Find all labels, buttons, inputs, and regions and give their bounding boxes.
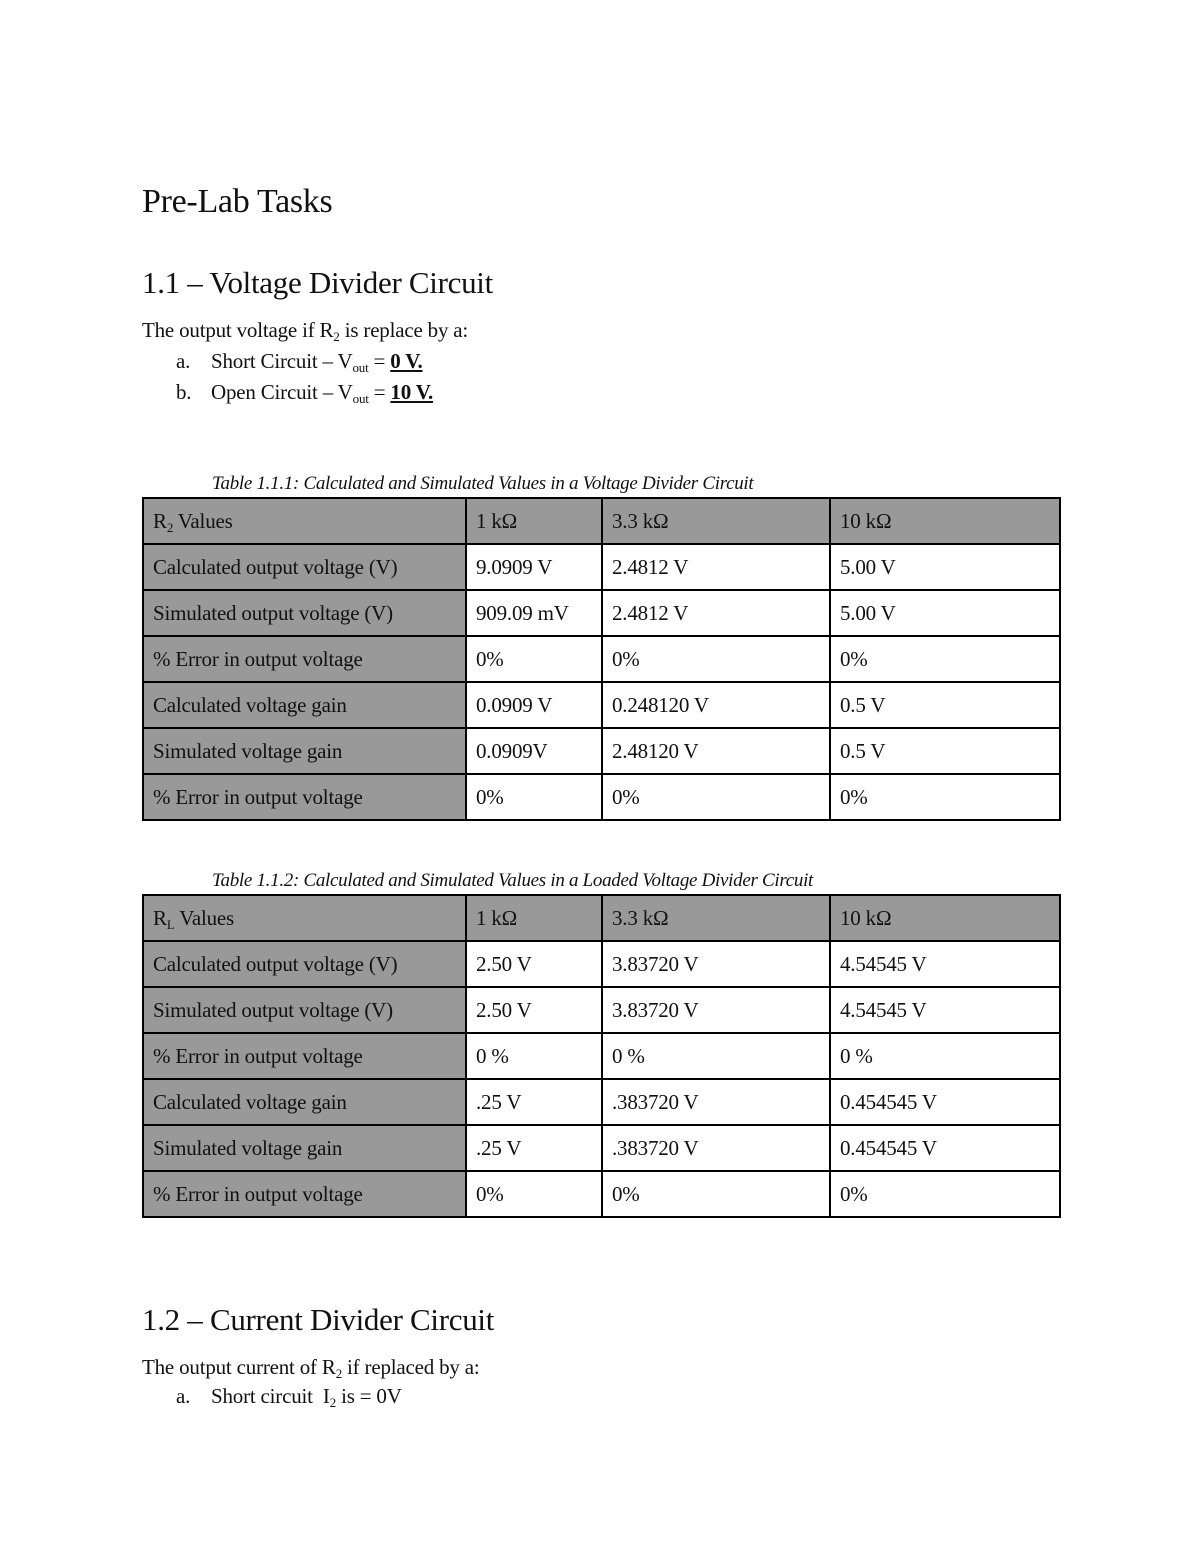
table-cell: .383720 V — [602, 1079, 830, 1125]
table-cell: 0.5 V — [830, 682, 1060, 728]
table-row — [143, 1125, 1060, 1171]
table-cell: 4.54545 V — [830, 987, 1060, 1033]
table-cell: 909.09 mV — [466, 590, 602, 636]
table-cell: 0.0909V — [466, 728, 602, 774]
table-cell: 5.00 V — [830, 544, 1060, 590]
loaded-voltage-divider-table — [142, 894, 1061, 1218]
table-cell: 0% — [466, 774, 602, 820]
table-cell: 5.00 V — [830, 590, 1060, 636]
voltage-divider-intro: The output voltage if $R_2$ is replace by a: — [142, 318, 469, 344]
header-cell: 3.3 kΩ — [602, 895, 830, 941]
table-cell: 0% — [602, 1171, 830, 1217]
row-label: % Error in output voltage — [143, 774, 466, 820]
header-cell: 10 kΩ — [830, 895, 1060, 941]
row-label: Calculated voltage gain — [143, 682, 466, 728]
table-cell: .25 V — [466, 1125, 602, 1171]
table-row — [143, 941, 1060, 987]
table-row — [143, 774, 1060, 820]
table-cell: 0.248120 V — [602, 682, 830, 728]
header-cell: 1 kΩ — [466, 498, 602, 544]
table-row — [143, 728, 1060, 774]
header-cell: 10 kΩ — [830, 498, 1060, 544]
table-cell: 2.4812 V — [602, 544, 830, 590]
list-item-short-circuit: a. Short Circuit – $V_{out} = 0$ V. — [176, 349, 423, 375]
table-cell: .383720 V — [602, 1125, 830, 1171]
row-label: Calculated voltage gain — [143, 1079, 466, 1125]
list-item-current-short-circuit: a. Short circuit $I_2$ is = 0V — [176, 1384, 402, 1410]
row-label: Simulated output voltage (V) — [143, 987, 466, 1033]
table-cell: 0% — [830, 636, 1060, 682]
table-cell: 0.0909 V — [466, 682, 602, 728]
header-cell: $R_2$ Values — [143, 498, 466, 544]
table-cell: 0 % — [830, 1033, 1060, 1079]
table-cell: 3.83720 V — [602, 987, 830, 1033]
header-cell: 3.3 kΩ — [602, 498, 830, 544]
table-cell: 0% — [830, 1171, 1060, 1217]
row-label: Calculated output voltage (V) — [143, 544, 466, 590]
table-header-row — [143, 498, 1060, 544]
section-heading-current-divider: 1.2 – Current Divider Circuit — [142, 1302, 495, 1337]
row-label: % Error in output voltage — [143, 636, 466, 682]
page-title: Pre-Lab Tasks — [142, 183, 333, 220]
table-row — [143, 544, 1060, 590]
short-circuit-answer: 0 V. — [390, 349, 423, 373]
table-row — [143, 682, 1060, 728]
table-cell: 0 % — [466, 1033, 602, 1079]
table-cell: 9.0909 V — [466, 544, 602, 590]
table-cell: 0% — [830, 774, 1060, 820]
table-cell: 2.4812 V — [602, 590, 830, 636]
row-label: % Error in output voltage — [143, 1171, 466, 1217]
row-label: % Error in output voltage — [143, 1033, 466, 1079]
table-header-row — [143, 895, 1060, 941]
table-cell: 0% — [466, 636, 602, 682]
table-cell: 2.48120 V — [602, 728, 830, 774]
header-cell: 1 kΩ — [466, 895, 602, 941]
table-cell: 0.454545 V — [830, 1125, 1060, 1171]
table-row — [143, 636, 1060, 682]
table-cell: 0% — [602, 636, 830, 682]
row-label: Calculated output voltage (V) — [143, 941, 466, 987]
row-label: Simulated voltage gain — [143, 1125, 466, 1171]
table-cell: 0% — [466, 1171, 602, 1217]
open-circuit-answer: 10 V. — [390, 380, 434, 404]
table-cell: 3.83720 V — [602, 941, 830, 987]
table-cell: 0.5 V — [830, 728, 1060, 774]
table-row — [143, 1079, 1060, 1125]
table-caption: Table 1.1.2: Calculated and Simulated Values in a Loaded Voltage Divider Circuit — [212, 870, 814, 891]
table-cell: 0% — [602, 774, 830, 820]
list-item-open-circuit: b. Open Circuit – $V_{out} = 10$ V. — [176, 380, 434, 406]
table-cell: 4.54545 V — [830, 941, 1060, 987]
table-cell: 2.50 V — [466, 987, 602, 1033]
table-caption: Table 1.1.1: Calculated and Simulated Values in a Voltage Divider Circuit — [212, 473, 754, 494]
row-label: Simulated voltage gain — [143, 728, 466, 774]
row-label: Simulated output voltage (V) — [143, 590, 466, 636]
table-row — [143, 1171, 1060, 1217]
table-cell: 0.454545 V — [830, 1079, 1060, 1125]
table-cell: 0 % — [602, 1033, 830, 1079]
section-heading-voltage-divider: 1.1 – Voltage Divider Circuit — [142, 265, 493, 300]
table-cell: 2.50 V — [466, 941, 602, 987]
header-cell: $R_L$ Values — [143, 895, 466, 941]
current-divider-intro: The output current of $R_2$ if replaced by a: — [142, 1355, 480, 1381]
table-row — [143, 1033, 1060, 1079]
table-row — [143, 590, 1060, 636]
voltage-divider-table — [142, 497, 1061, 821]
table-cell: .25 V — [466, 1079, 602, 1125]
table-row — [143, 987, 1060, 1033]
